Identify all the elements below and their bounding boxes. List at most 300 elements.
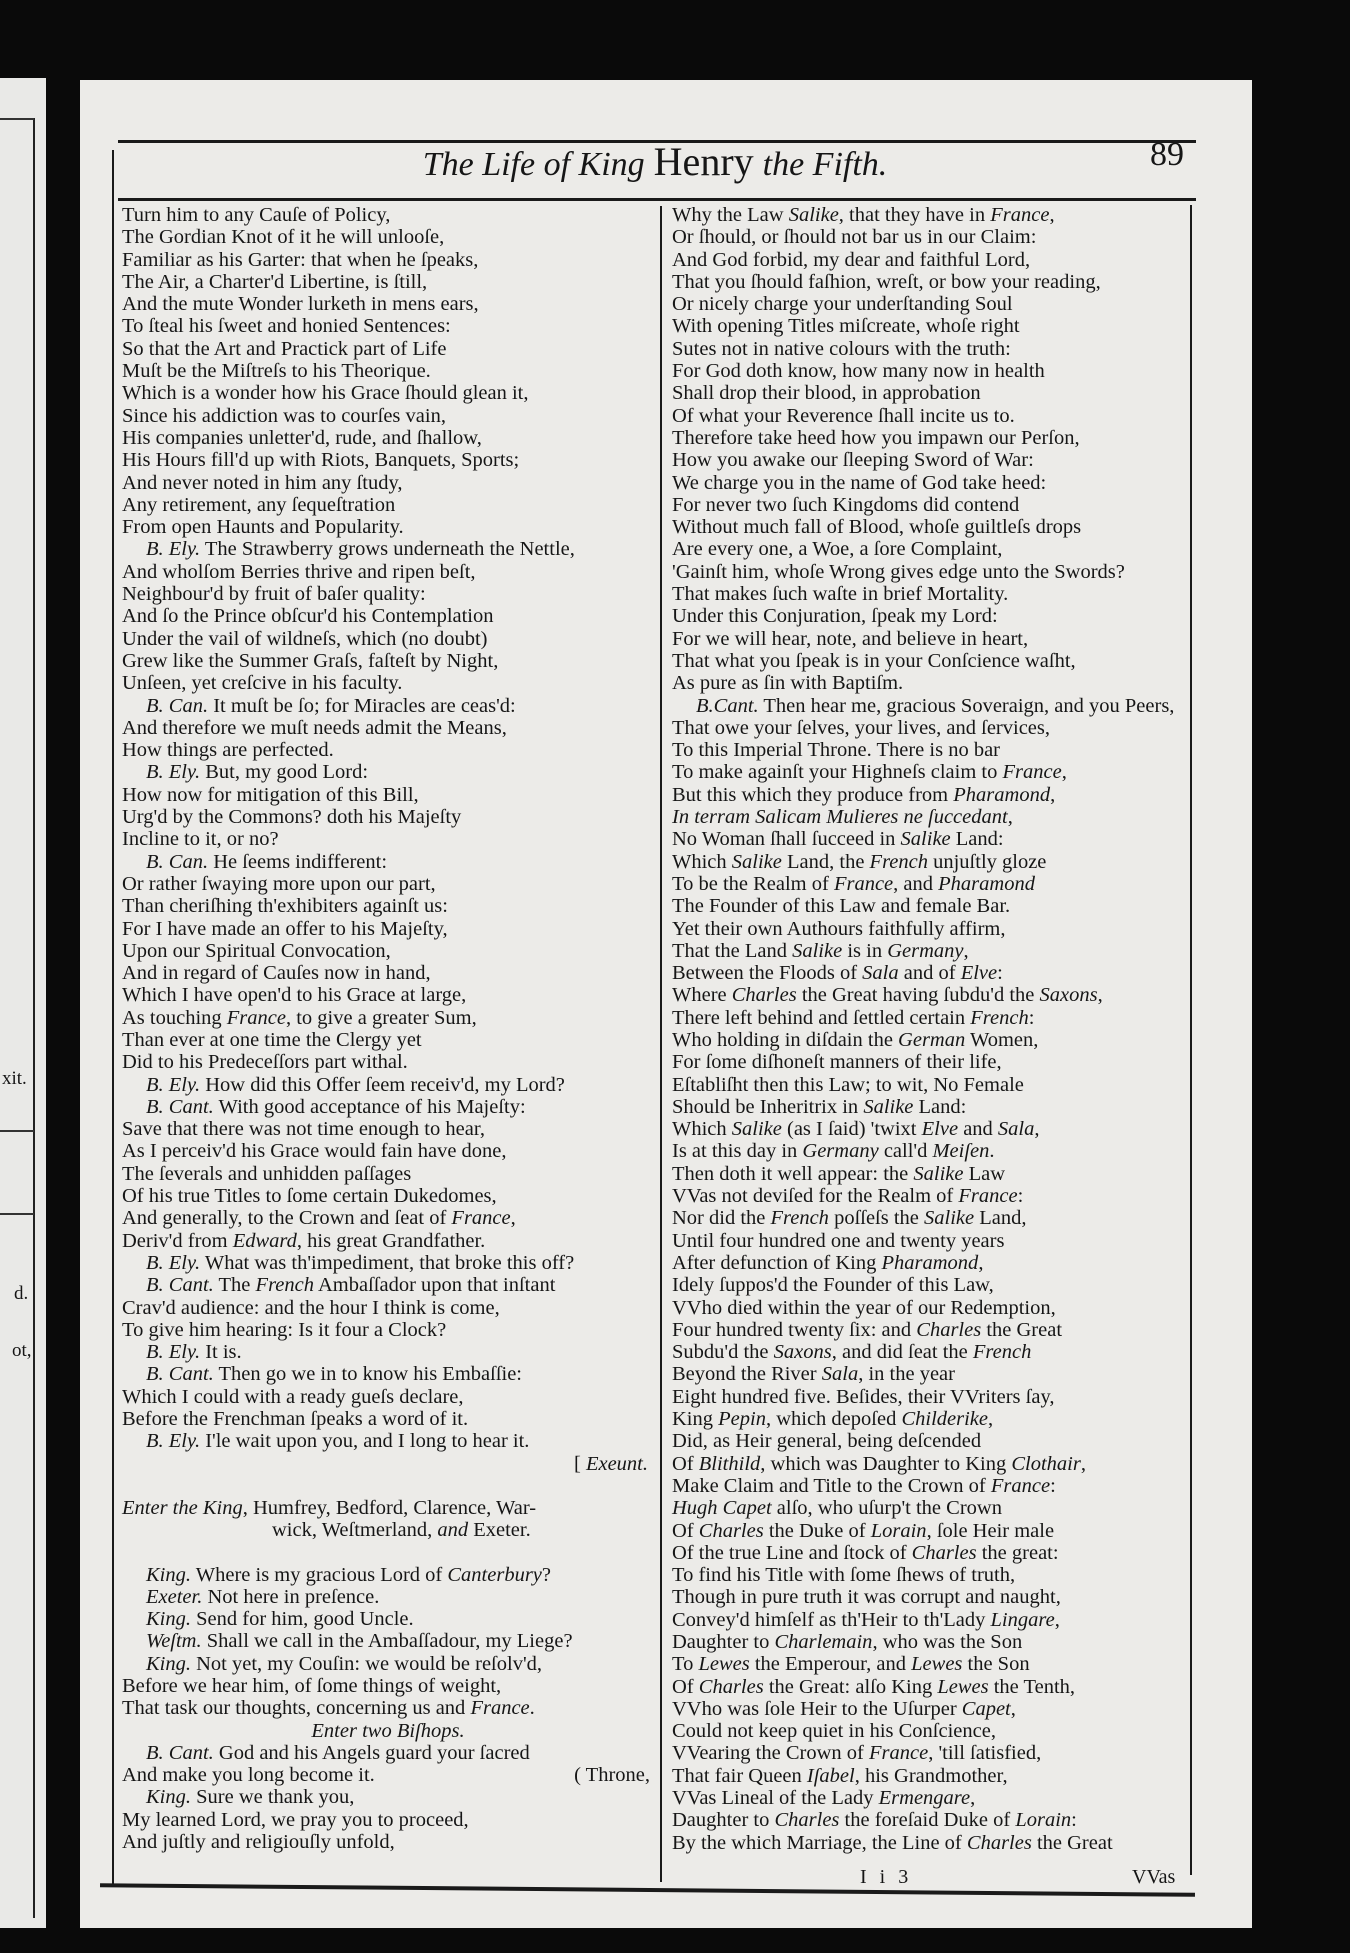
text-line: [122, 962, 654, 984]
roman-text: unjuſtly gloze: [927, 850, 1047, 873]
italic-text: Salike: [863, 1095, 914, 1118]
roman-text: How did this Offer ſeem receiv'd, my Lord?: [200, 1073, 565, 1096]
line-text: [122, 1386, 464, 1408]
line-text: [122, 226, 444, 248]
roman-text: , 'till ſatisfied,: [928, 1742, 1042, 1765]
roman-text: Upon our Spiritual Convocation,: [122, 939, 391, 962]
roman-text: Or rather ſwaying more upon our part,: [122, 872, 436, 895]
roman-text: That you ſhould faſhion, wreſt, or bow your reading,: [672, 270, 1101, 293]
text-line: [672, 249, 1187, 271]
roman-text: And make you long become it.: [122, 1764, 375, 1787]
text-line: [672, 427, 1187, 449]
roman-text: The Gordian Knot of it he will unlooſe,: [122, 226, 445, 249]
roman-text: Land:: [913, 1095, 967, 1118]
text-line: [672, 962, 1187, 984]
roman-text: To this Imperial Throne. There is no bar: [672, 739, 1000, 762]
adjacent-page-rule: [0, 1213, 34, 1215]
text-line: [122, 1163, 654, 1185]
line-text: [122, 405, 446, 427]
text-line: [122, 984, 654, 1006]
line-text: [672, 293, 1013, 315]
roman-text: Though in pure truth it was corrupt and naught,: [672, 1586, 1061, 1609]
roman-text: , to give a greater Sum,: [285, 1006, 477, 1029]
text-line: [122, 1007, 654, 1029]
roman-text: Land:: [950, 828, 1004, 851]
line-text: [122, 382, 528, 404]
text-line: [672, 1653, 1187, 1675]
line-text: [122, 1297, 500, 1319]
roman-text: ,: [1007, 806, 1013, 829]
roman-text: Shall drop their blood, in approbation: [672, 382, 981, 405]
italic-text: France: [833, 872, 894, 895]
roman-text: Not here in preſence.: [202, 1585, 380, 1608]
italic-text: Sala: [997, 1118, 1035, 1141]
roman-text: the Great: [1031, 1831, 1113, 1854]
roman-text: That fair Queen: [672, 1764, 807, 1787]
roman-text: Deriv'd from: [122, 1229, 233, 1252]
roman-text: Sure we thank you,: [191, 1786, 355, 1809]
line-text: [672, 1096, 966, 1118]
text-line: [122, 672, 654, 694]
roman-text: Or ſhould, or ſhould not bar us in our Claim:: [672, 226, 1037, 249]
roman-text: To ſteal his ſweet and honied Sentences:: [122, 315, 451, 338]
right-column: [672, 204, 1187, 1854]
adjacent-page-edge: [0, 78, 46, 1928]
italic-text: Lewes: [698, 1653, 750, 1676]
line-text: [672, 650, 1076, 672]
right-border: [1190, 205, 1192, 1875]
roman-text: VVearing the Crown of: [672, 1742, 869, 1765]
line-text: [146, 695, 516, 717]
roman-text: Where is my gracious Lord of: [191, 1563, 448, 1586]
text-line: [122, 1252, 654, 1274]
roman-text: Save that there was not time enough to hear,: [122, 1118, 485, 1141]
text-line: [122, 494, 654, 516]
adjacent-page-fragment: d.: [14, 1283, 29, 1304]
roman-text: Turn him to any Cauſe of Policy,: [122, 204, 391, 226]
italic-text: B. Ely.: [146, 1341, 201, 1364]
line-text: [122, 583, 426, 605]
text-line: [672, 494, 1187, 516]
line-text: [146, 761, 368, 783]
line-text: [122, 1185, 497, 1207]
roman-text: Without much fall of Blood, whoſe guiltleſs drops: [672, 516, 1082, 539]
line-text: [672, 672, 903, 694]
italic-text: Enter two Biſhops.: [311, 1719, 465, 1742]
italic-text: B. Can.: [146, 694, 209, 717]
line-text: [672, 761, 1067, 783]
text-line: [672, 382, 1187, 404]
text-line: [672, 1430, 1187, 1452]
roman-text: For we will hear, note, and believe in heart,: [672, 627, 1029, 650]
line-text: [672, 739, 1000, 761]
roman-text: He ſeems indifferent:: [208, 850, 388, 873]
roman-text: , which depoſed: [765, 1408, 902, 1431]
text-line: [122, 1697, 654, 1719]
roman-text: the Son: [962, 1653, 1030, 1676]
line-text: [672, 1274, 994, 1296]
roman-text: (as I ſaid) 'twixt: [781, 1118, 922, 1141]
text-line: [672, 895, 1187, 917]
line-text: [146, 1608, 414, 1630]
roman-text: Under this Conjuration, ſpeak my Lord:: [672, 605, 998, 628]
roman-text: To: [672, 1653, 699, 1676]
text-line: [122, 650, 654, 672]
text-line: [672, 583, 1187, 605]
line-text: [146, 1786, 354, 1808]
italic-text: Weſtm.: [146, 1630, 202, 1653]
italic-text: Charles: [966, 1831, 1032, 1854]
roman-text: and: [958, 1118, 998, 1141]
roman-text: :: [997, 962, 1003, 985]
text-line: [122, 1274, 654, 1296]
italic-text: German: [898, 1028, 966, 1051]
roman-text: And generally, to the Crown and ſeat of: [122, 1207, 452, 1230]
text-line: [122, 204, 654, 226]
line-text: [311, 1720, 464, 1742]
roman-text: Of the true Line and ſtock of: [672, 1541, 912, 1564]
line-text: [672, 806, 1013, 828]
roman-text: By the which Marriage, the Line of: [672, 1831, 967, 1854]
text-line: [672, 1742, 1187, 1764]
text-line: [672, 293, 1187, 315]
roman-text: ,: [978, 1251, 984, 1274]
text-line: [122, 583, 654, 605]
text-line: [672, 650, 1187, 672]
roman-text: [: [574, 1452, 586, 1475]
roman-text: Which: [672, 850, 732, 873]
text-line: [672, 1787, 1187, 1809]
text-line: [672, 1252, 1187, 1274]
line-text: [672, 1520, 1054, 1542]
text-line: [672, 1497, 1187, 1519]
line-text: [146, 1653, 542, 1675]
text-line: [672, 918, 1187, 940]
line-text: [146, 1341, 242, 1363]
line-text: [122, 516, 404, 538]
line-text: [574, 1453, 648, 1475]
roman-text: Is at this day in: [672, 1140, 803, 1163]
text-line: [672, 1118, 1187, 1140]
line-text: [672, 249, 1030, 271]
roman-text: :: [1017, 1185, 1024, 1208]
line-text: [122, 249, 478, 271]
roman-text: We charge you in the name of God take heed:: [672, 471, 1047, 494]
roman-text: the Great: alſo King: [763, 1675, 938, 1698]
text-line: [122, 1653, 654, 1675]
roman-text: Since his addiction was to courſes vain,: [122, 404, 446, 427]
text-line: [122, 1185, 654, 1207]
roman-text: Convey'd himſelf as th'Heir to th'Lady: [672, 1608, 991, 1631]
italic-text: Pharamond: [953, 783, 1051, 806]
text-line: [122, 1786, 654, 1808]
turnover-text: ( Throne,: [574, 1764, 650, 1787]
roman-text: Than cheriſhing th'exhibiters againſt us:: [122, 895, 448, 918]
text-line: [122, 1341, 654, 1363]
roman-text: the Emperour, and: [749, 1653, 912, 1676]
text-line: [122, 1140, 654, 1162]
text-line: [672, 1765, 1187, 1787]
line-text: [672, 583, 1008, 605]
roman-text: the Duke of: [763, 1519, 871, 1542]
line-text: [122, 1007, 477, 1029]
roman-text: Muſt be the Miſtreſs to his Theorique.: [122, 360, 431, 383]
adjacent-page-border: [33, 118, 35, 1918]
italic-text: Salike: [731, 1118, 782, 1141]
line-text: [672, 449, 1034, 471]
text-line: [122, 338, 654, 360]
text-line: [122, 784, 654, 806]
roman-text: the Tenth,: [988, 1675, 1076, 1698]
line-text: [122, 650, 498, 672]
roman-text: And ſo the Prince obſcur'd his Contemplation: [122, 605, 494, 628]
roman-text: , who was the Son: [872, 1631, 1023, 1653]
text-line: [672, 761, 1187, 783]
roman-text: Ambaſſador upon that inſtant: [313, 1274, 556, 1297]
line-text: [122, 873, 436, 895]
italic-text: France: [1002, 761, 1062, 784]
roman-text: That owe your ſelves, your lives, and ſervices,: [672, 716, 1050, 739]
roman-text: Women,: [965, 1028, 1039, 1051]
roman-text: ,: [988, 1408, 994, 1431]
signature-mark: I i 3: [860, 1866, 913, 1888]
italic-text: Lorain: [870, 1519, 927, 1542]
text-line: [122, 516, 654, 538]
text-line: [122, 940, 654, 962]
line-text: [672, 1185, 1023, 1207]
roman-text: .: [529, 1697, 535, 1720]
text-line: [672, 628, 1187, 650]
text-line: [672, 226, 1187, 248]
line-text: [122, 338, 447, 360]
line-text: [672, 382, 981, 404]
text-line: [672, 1475, 1187, 1497]
italic-text: Pharamond: [938, 872, 1035, 895]
line-text: [122, 1831, 395, 1853]
roman-text: Did to his Predeceſſors part withal.: [122, 1051, 408, 1074]
line-text: [122, 717, 507, 739]
line-text: [122, 1207, 516, 1229]
line-text: [122, 1697, 535, 1719]
roman-text: Of what your Reverence ſhall incite us to.: [672, 404, 1015, 427]
roman-text: :: [1028, 1006, 1035, 1029]
roman-text: There left behind and ſettled certain: [672, 1006, 971, 1029]
line-text: [672, 1542, 1059, 1564]
line-text: [672, 360, 1045, 382]
text-line: [672, 1809, 1187, 1831]
text-line: [672, 1274, 1187, 1296]
roman-text: That task our thoughts, concerning us and: [122, 1697, 471, 1720]
roman-text: Than ever at one time the Clergy yet: [122, 1028, 422, 1051]
roman-text: ?: [541, 1563, 552, 1586]
text-line: [672, 1408, 1187, 1430]
text-line: [122, 1118, 654, 1140]
roman-text: ,: [1050, 783, 1056, 806]
line-text: [672, 1230, 1004, 1252]
text-line: [672, 472, 1187, 494]
line-text: [122, 806, 461, 828]
roman-text: Should be Inheritrix in: [672, 1095, 864, 1118]
roman-text: That makes ſuch waſte in brief Mortality.: [672, 583, 1009, 606]
italic-text: Germany: [887, 939, 964, 962]
line-text: [672, 1074, 1024, 1096]
text-line: [122, 1074, 654, 1096]
roman-text: Urg'd by the Commons? doth his Majeſty: [122, 806, 462, 829]
text-line: [672, 739, 1187, 761]
italic-text: B. Ely.: [146, 761, 201, 784]
line-text: [122, 1118, 485, 1140]
roman-text: and of: [898, 962, 961, 985]
italic-text: Salike: [924, 1207, 975, 1230]
text-line: [672, 1586, 1187, 1608]
italic-text: King.: [146, 1608, 191, 1631]
roman-text: And God forbid, my dear and faithful Lord,: [672, 248, 1031, 271]
italic-text: France: [226, 1006, 286, 1029]
line-text: [672, 1319, 1062, 1341]
line-text: [122, 628, 488, 650]
italic-text: France: [958, 1185, 1018, 1208]
text-line: [122, 695, 654, 717]
roman-text: For God doth know, how many now in health: [672, 360, 1045, 383]
line-text: [672, 1765, 1008, 1787]
line-text: [672, 828, 1004, 850]
text-line: [122, 427, 654, 449]
text-line: [672, 1698, 1187, 1720]
italic-text: Exeunt.: [585, 1452, 648, 1475]
roman-text: the Great having ſubdu'd the: [796, 984, 1040, 1007]
roman-text: , Humfrey, Bedford, Clarence, War-: [242, 1496, 537, 1519]
text-line: [672, 605, 1187, 627]
italic-text: Salike: [731, 850, 782, 873]
text-line: [122, 918, 654, 940]
text-line: [672, 1453, 1187, 1475]
italic-text: Capet: [961, 1697, 1011, 1720]
text-line: [672, 1029, 1187, 1051]
text-line: [672, 695, 1187, 717]
line-text: [122, 962, 431, 984]
text-line: [122, 405, 654, 427]
line-text: [122, 315, 451, 337]
text-line: [122, 1207, 654, 1229]
page-number: 89: [1150, 136, 1184, 173]
roman-text: VVas not deviſed for the Realm of: [672, 1185, 959, 1208]
italic-text: Charles: [774, 1809, 840, 1832]
line-text: [672, 1832, 1113, 1854]
text-line: [672, 538, 1187, 560]
roman-text: My learned Lord, we pray you to proceed,: [122, 1808, 469, 1831]
stage-direction: [122, 1453, 654, 1475]
line-text: [672, 1118, 1040, 1140]
roman-text: Not yet, my Couſin: we would be reſolv'd,: [191, 1652, 543, 1675]
italic-text: B. Ely.: [146, 1073, 201, 1096]
roman-text: , his great Grandfather.: [296, 1229, 486, 1252]
text-line: [672, 1363, 1187, 1385]
roman-text: It is.: [200, 1341, 242, 1364]
roman-text: His companies unletter'd, rude, and ſhallow,: [122, 426, 482, 449]
roman-text: :: [1071, 1809, 1077, 1832]
italic-text: Charles: [916, 1318, 982, 1341]
roman-text: For ſome diſhoneſt manners of their life,: [672, 1051, 1002, 1074]
roman-text: ,: [510, 1207, 516, 1230]
italic-text: B. Cant.: [146, 1741, 214, 1764]
line-text: [672, 1207, 1027, 1229]
text-line: [672, 1140, 1187, 1162]
line-text: [122, 1029, 422, 1051]
italic-text: Salike: [788, 204, 839, 226]
roman-text: Yet their own Authours faithfully affirm,: [672, 917, 1006, 940]
roman-text: Did, as Heir general, being deſcended: [672, 1430, 982, 1453]
text-line: [672, 828, 1187, 850]
roman-text: alſo, who uſurp't the Crown: [771, 1497, 1002, 1520]
roman-text: The: [213, 1274, 256, 1297]
line-text: [672, 1676, 1075, 1698]
roman-text: Of: [672, 1675, 699, 1698]
text-line: [122, 1297, 654, 1319]
roman-text: And juſtly and religiouſly unfold,: [122, 1831, 395, 1854]
roman-text: And the mute Wonder lurketh in mens ears,: [122, 293, 479, 316]
roman-text: Incline to it, or no?: [122, 828, 279, 851]
italic-text: French: [972, 1341, 1032, 1364]
line-text: [672, 472, 1046, 494]
text-line: [672, 672, 1187, 694]
roman-text: :: [1050, 1474, 1056, 1497]
roman-text: ,: [1061, 761, 1067, 784]
line-text: [122, 672, 402, 694]
line-text: [672, 1475, 1056, 1497]
roman-text: Then go we in to know his Embaſſie:: [213, 1363, 523, 1386]
text-line: [672, 806, 1187, 828]
line-text: [672, 1564, 1015, 1586]
line-text: [146, 1252, 574, 1274]
line-text: [122, 293, 479, 315]
text-line: [122, 1630, 654, 1652]
roman-text: Four hundred twenty ſix: and: [672, 1318, 917, 1341]
roman-text: How now for mitigation of this Bill,: [122, 783, 419, 806]
line-text: [146, 1363, 522, 1385]
line-text: [122, 984, 466, 1006]
text-line: [672, 405, 1187, 427]
roman-text: , ſole Heir male: [926, 1519, 1055, 1542]
line-text: [146, 851, 387, 873]
roman-text: , his Grandmother,: [854, 1764, 1008, 1787]
line-text: [146, 1430, 529, 1452]
line-text: [122, 828, 279, 850]
italic-text: Sala: [821, 1363, 859, 1386]
line-text: [146, 1742, 530, 1764]
text-line: [122, 1408, 654, 1430]
text-line: [672, 1542, 1187, 1564]
text-line: [672, 360, 1187, 382]
text-line: [672, 784, 1187, 806]
roman-text: Of his true Titles to ſome certain Dukedomes,: [122, 1185, 497, 1208]
roman-text: the foreſaid Duke of: [839, 1809, 1016, 1832]
text-line: [122, 717, 654, 739]
roman-text: So that the Art and Practick part of Life: [122, 337, 447, 360]
line-text: [672, 940, 969, 962]
text-line: [122, 1608, 654, 1630]
text-line: [672, 1341, 1187, 1363]
roman-text: poſſeſs the: [828, 1207, 925, 1230]
line-text: [672, 1386, 1054, 1408]
text-line: [672, 1832, 1187, 1854]
adjacent-page-fragment: xit.: [2, 1068, 27, 1089]
roman-text: , and did ſeat the: [831, 1341, 973, 1364]
roman-text: Of: [672, 1519, 699, 1542]
roman-text: To be the Realm of: [672, 872, 834, 895]
roman-text: , in the year: [858, 1363, 955, 1386]
text-line: [122, 449, 654, 471]
roman-text: Therefore take heed how you impawn our Perſon,: [672, 426, 1080, 449]
